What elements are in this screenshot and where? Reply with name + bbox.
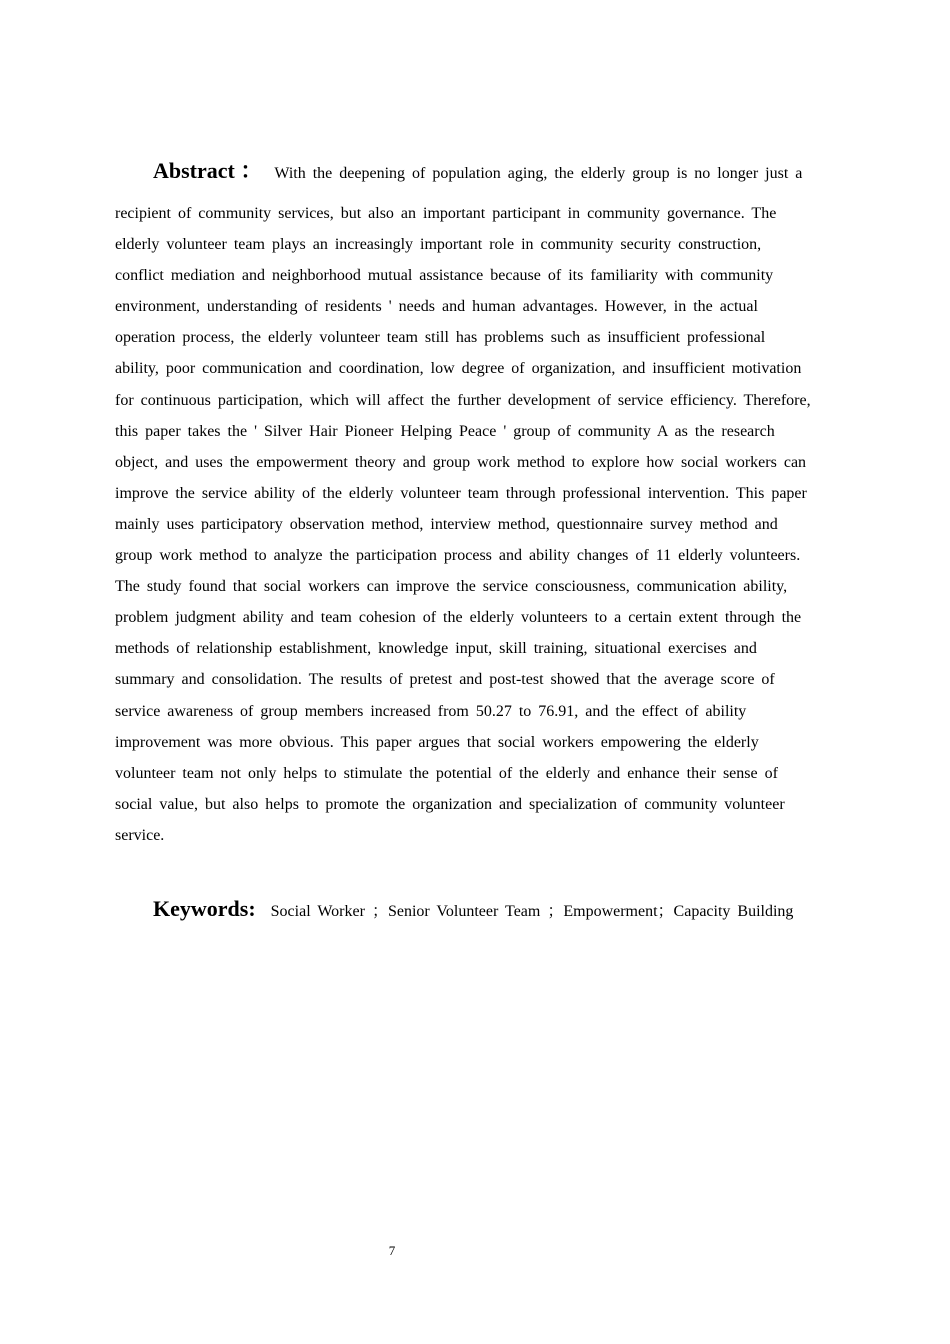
abstract-line: service awareness of group members increased from 50.27 to 76.91, and the effect of ability [115, 702, 747, 720]
abstract-line: this paper takes the ' Silver Hair Pioneer Helping Peace ' group of community A as the research [115, 422, 775, 440]
abstract-line: for continuous participation, which will affect the further development of service efficiency. Therefore, [115, 391, 811, 409]
keywords-line [153, 893, 833, 927]
abstract-first-line [153, 155, 821, 189]
abstract-line: operation process, the elderly volunteer team still has problems such as insufficient professional [115, 329, 766, 347]
abstract-line: service. [115, 826, 165, 844]
abstract-line: improve the service ability of the elderly volunteer team through professional intervention. This paper [115, 484, 807, 502]
abstract-line: summary and consolidation. The results of pretest and post-test showed that the average score of [115, 671, 775, 689]
abstract-line: elderly volunteer team plays an increasingly important role in community security construction, [115, 236, 762, 254]
keywords-text: Social Worker ；Senior Volunteer Team ；Empowerment；Capacity Building [270, 903, 794, 920]
abstract-line: conflict mediation and neighborhood mutual assistance because of its familiarity with community [115, 267, 774, 285]
abstract-line: mainly uses participatory observation method, interview method, questionnaire survey method and [115, 515, 778, 533]
abstract-line: The study found that social workers can improve the service consciousness, communication ability, [115, 578, 788, 596]
abstract-line: object, and uses the empowerment theory and group work method to explore how social workers can [115, 453, 807, 471]
abstract-line: environment, understanding of residents ' needs and human advantages. However, in the actual [115, 298, 758, 316]
abstract-body [115, 198, 840, 851]
abstract-line: volunteer team not only helps to stimulate the potential of the elderly and enhance their sense of [115, 764, 778, 782]
abstract-line: improvement was more obvious. This paper argues that social workers empowering the elderly [115, 733, 759, 751]
keywords-heading: Keywords: [153, 896, 256, 921]
abstract-line: group work method to analyze the participation process and ability changes of 11 elderly volunteers. [115, 547, 801, 565]
abstract-first-line-text: With the deepening of population aging, the elderly group is no longer just a [274, 165, 803, 182]
abstract-line: ability, poor communication and coordination, low degree of organization, and insufficient motivation [115, 360, 802, 378]
page-number: 7 [388, 1243, 396, 1258]
abstract-line: problem judgment ability and team cohesion of the elderly volunteers to a certain extent through the [115, 609, 802, 627]
abstract-line: recipient of community services, but also an important participant in community governance. The [115, 205, 777, 222]
abstract-line: social value, but also helps to promote the organization and specialization of community volunteer [115, 795, 785, 813]
abstract-line: methods of relationship establishment, knowledge input, skill training, situational exercises and [115, 640, 757, 658]
abstract-heading: Abstract ： [153, 158, 263, 183]
